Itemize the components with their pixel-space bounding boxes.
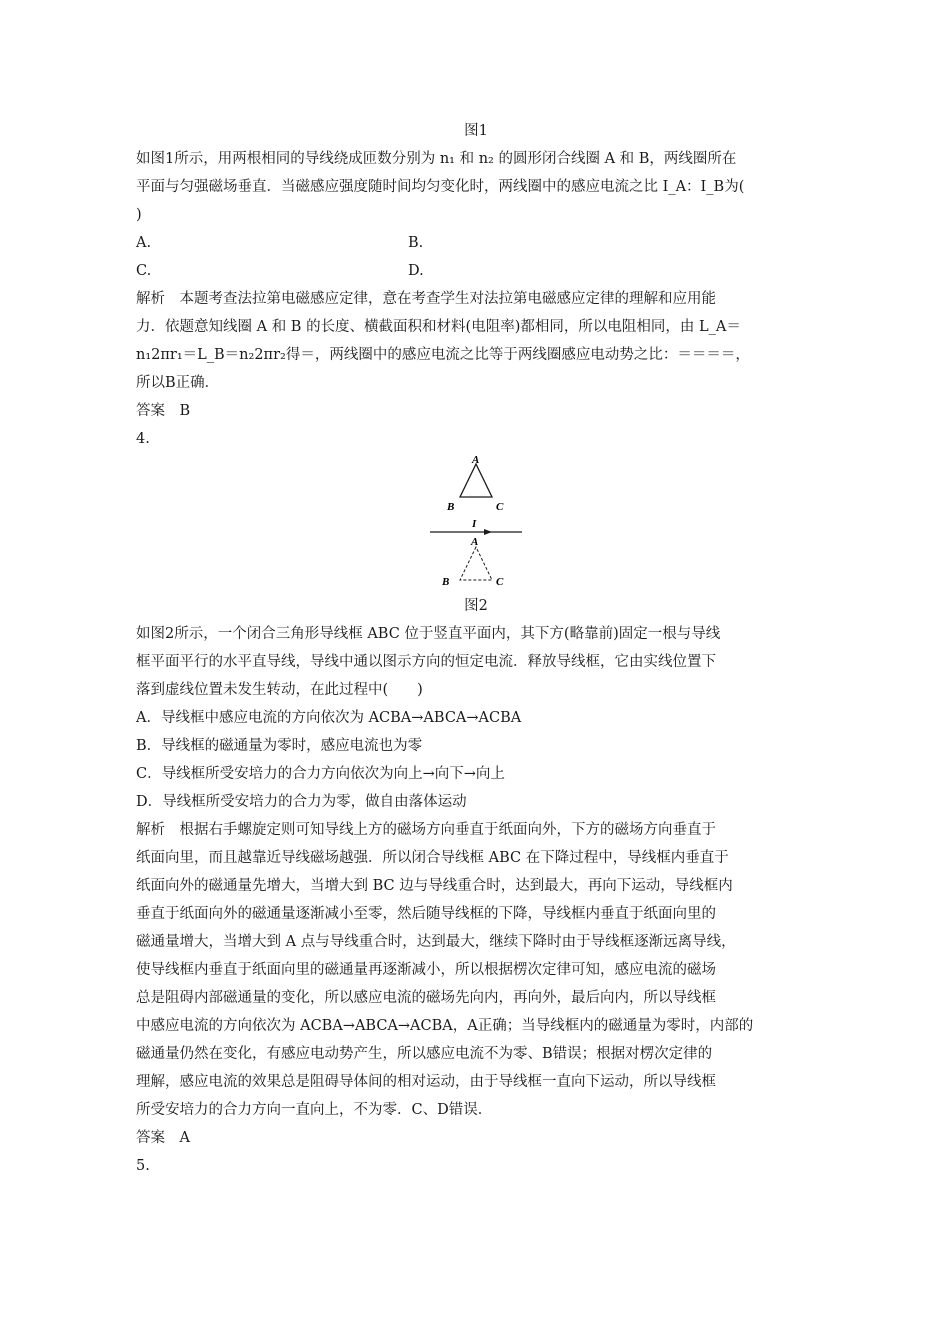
- q4-analysis-line-9: 磁通量仍然在变化，有感应电动势产生，所以感应电流不为零、B错误；根据对楞次定律的: [136, 1046, 713, 1062]
- q4-stem-line-1: 如图2所示，一个闭合三角形导线框 ABC 位于竖直平面内，其下方(略靠前)固定一根与导线: [136, 626, 721, 642]
- q3-analysis-line-3: n₁2πr₁＝L_B＝n₂2πr₂得＝，两线圈中的感应电流之比等于两线圈感应电动势之比：＝＝＝＝，: [136, 347, 750, 363]
- figure-1-caption: 图1: [464, 123, 488, 139]
- q3-analysis-line-2: 力．依题意知线圈 A 和 B 的长度、横截面积和材料(电阻率)都相同，所以电阻相同，由 L_A＝: [136, 319, 741, 335]
- bottom-vertex-a-label: A: [471, 536, 479, 548]
- q4-number: 4.: [136, 431, 150, 447]
- q4-analysis-line-11: 所受安培力的合力方向一直向上，不为零．C、D错误．: [136, 1102, 493, 1118]
- q3-stem-line-1: 如图1所示，用两根相同的导线绕成匝数分别为 n₁ 和 n₂ 的圆形闭合线圈 A 和 B，两线圈所在: [136, 151, 737, 167]
- q3-option-d: D.: [408, 263, 424, 279]
- q4-analysis-line-10: 理解，感应电流的效果总是阻碍导体间的相对运动，由于导线框一直向下运动，所以导线框: [136, 1074, 716, 1090]
- bottom-vertex-c-label: C: [496, 576, 504, 588]
- q4-analysis-line-7: 总是阻碍内部磁通量的变化，所以感应电流的磁场先向内，再向外，最后向内，所以导线框: [136, 990, 716, 1006]
- figure-2-diagram: [426, 452, 536, 592]
- top-vertex-c-label: C: [496, 501, 504, 513]
- q3-stem-line-2: 平面与匀强磁场垂直．当磁感应强度随时间均匀变化时，两线圈中的感应电流之比 I_A：I_B为(: [136, 179, 745, 195]
- q4-analysis-line-2: 纸面向里，而且越靠近导线磁场越强．所以闭合导线框 ABC 在下降过程中，导线框内垂直于: [136, 850, 729, 866]
- q4-stem-line-3: 落到虚线位置未发生转动，在此过程中( ): [136, 682, 423, 698]
- solid-triangle: [460, 464, 492, 497]
- q5-number: 5.: [136, 1158, 150, 1174]
- current-arrow-icon: [484, 529, 492, 535]
- q3-option-c: C.: [136, 263, 152, 279]
- current-label: I: [472, 518, 477, 530]
- q4-option-a: A．导线框中感应电流的方向依次为 ACBA→ABCA→ACBA: [136, 710, 522, 726]
- q3-stem-line-3: ): [136, 207, 142, 223]
- q4-analysis-line-5: 磁通量增大，当增大到 A 点与导线重合时，达到最大，继续下降时由于导线框逐渐远离导线，: [136, 934, 736, 950]
- q4-answer: 答案 A: [136, 1130, 190, 1146]
- figure-2-caption: 图2: [464, 598, 488, 614]
- q3-analysis-line-1: 解析 本题考查法拉第电磁感应定律，意在考查学生对法拉第电磁感应定律的理解和应用能: [136, 291, 716, 307]
- top-vertex-a-label: A: [472, 454, 480, 466]
- q4-option-d: D．导线框所受安培力的合力为零，做自由落体运动: [136, 794, 467, 810]
- q3-answer: 答案 B: [136, 403, 191, 419]
- q4-analysis-line-6: 使导线框内垂直于纸面向里的磁通量再逐渐减小，所以根据楞次定律可知，感应电流的磁场: [136, 962, 716, 978]
- dashed-triangle: [460, 547, 492, 580]
- q4-stem-line-2: 框平面平行的水平直导线，导线中通以图示方向的恒定电流．释放导线框，它由实线位置下: [136, 654, 716, 670]
- q4-analysis-line-8: 中感应电流的方向依次为 ACBA→ABCA→ACBA，A正确；当导线框内的磁通量为零时，内部的: [136, 1018, 754, 1034]
- q3-analysis-line-4: 所以B正确．: [136, 375, 220, 391]
- q3-option-b: B.: [408, 235, 424, 251]
- top-vertex-b-label: B: [447, 501, 455, 513]
- bottom-vertex-b-label: B: [442, 576, 450, 588]
- q4-option-b: B．导线框的磁通量为零时，感应电流也为零: [136, 738, 423, 754]
- q4-analysis-line-4: 垂直于纸面向外的磁通量逐渐减小至零，然后随导线框的下降，导线框内垂直于纸面向里的: [136, 906, 716, 922]
- q3-option-a: A.: [136, 235, 152, 251]
- q4-analysis-line-1: 解析 根据右手螺旋定则可知导线上方的磁场方向垂直于纸面向外，下方的磁场方向垂直于: [136, 822, 716, 838]
- q4-analysis-line-3: 纸面向外的磁通量先增大，当增大到 BC 边与导线重合时，达到最大，再向下运动，导线框内: [136, 878, 733, 894]
- q4-option-c: C．导线框所受安培力的合力方向依次为向上→向下→向上: [136, 766, 505, 782]
